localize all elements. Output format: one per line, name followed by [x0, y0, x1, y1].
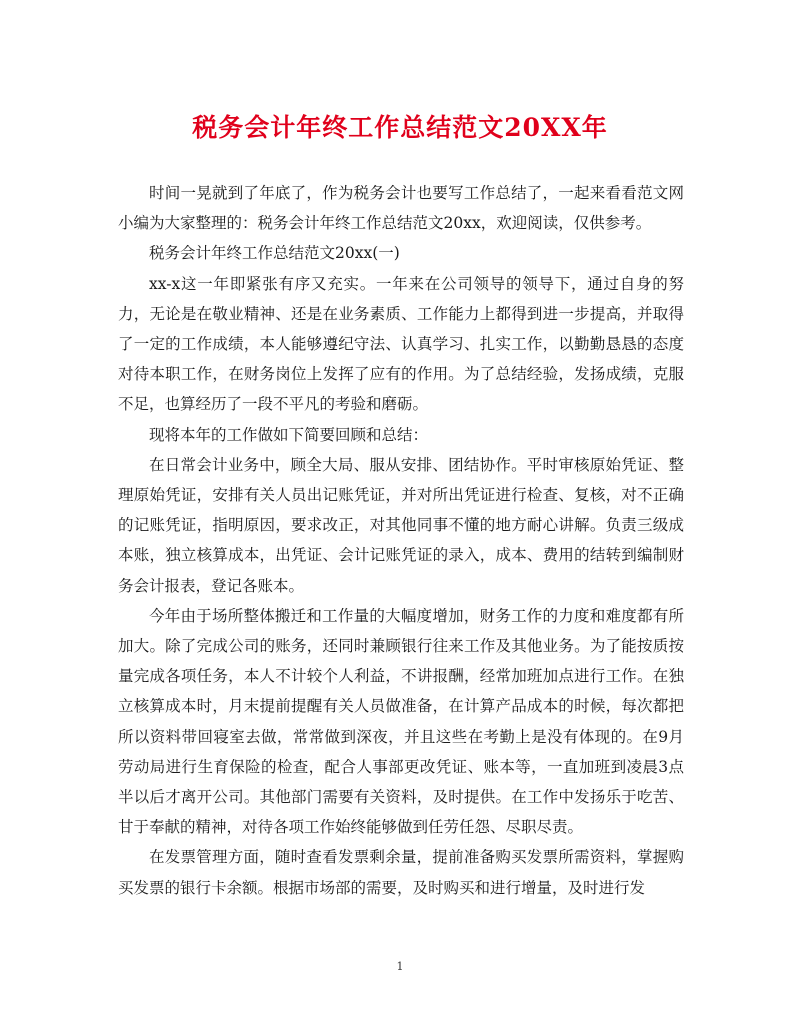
- paragraph-invoice: 在发票管理方面，随时查看发票剩余量，提前准备购买发票所需资料，掌握购买发票的银行卡余额。根据市场部的需要，及时购买和进行增量，及时进行发: [118, 848, 684, 897]
- paragraph-overview: xx-x这一年即紧张有序又充实。一年来在公司领导的领导下，通过自身的努力，无论是在敬业精神、还是在业务素质、工作能力上都得到进一步提高，并取得了一定的工作成绩，本人能够遵纪守法、认真学习、扎实工作，以勤勤恳恳的态度对待本职工作，在财务岗位上发挥了应有的作用。为了总结经验，发扬成绩，克服不足，也算经历了一段不平凡的考验和磨砺。: [118, 274, 684, 414]
- document-title: 税务会计年终工作总结范文20XX年: [192, 113, 608, 142]
- page-number: 1: [396, 960, 404, 973]
- paragraph-intro: 时间一晃就到了年底了，作为税务会计也要写工作总结了，一起来看看范文网小编为大家整理的：税务会计年终工作总结范文20xx，欢迎阅读，仅供参考。: [118, 184, 684, 233]
- section-heading: 税务会计年终工作总结范文20xx(一): [149, 244, 400, 263]
- paragraph-summary-intro: 现将本年的工作做如下简要回顾和总结：: [149, 425, 429, 444]
- paragraph-daily-work: 在日常会计业务中，顾全大局、服从安排、团结协作。平时审核原始凭证、整理原始凭证，安排有关人员出记账凭证，并对所出凭证进行检查、复核，对不正确的记账凭证，指明原因，要求改正，对其他同事不懂的地方耐心讲解。负责三级成本账，独立核算成本，出凭证、会计记账凭证的录入，成本、费用的结转到编制财务会计报表，登记各账本。: [118, 455, 684, 595]
- paragraph-workload: 今年由于场所整体搬迁和工作量的大幅度增加，财务工作的力度和难度都有所加大。除了完成公司的账务，还同时兼顾银行往来工作及其他业务。为了能按质按量完成各项任务，本人不计较个人利益，不讲报酬，经常加班加点进行工作。在独立核算成本时，月末提前提醒有关人员做准备，在计算产品成本的时候，每次都把所以资料带回寝室去做，常常做到深夜，并且这些在考勤上是没有体现的。在9月劳动局进行生育保险的检查，配合人事部更改凭证、账本等，一直加班到凌晨3点半以后才离开公司。其他部门需要有关资料，及时提供。在工作中发扬乐于吃苦、甘于奉献的精神，对待各项工作始终能够做到任劳任怨、尽职尽责。: [118, 606, 684, 837]
- document-body: [118, 178, 684, 903]
